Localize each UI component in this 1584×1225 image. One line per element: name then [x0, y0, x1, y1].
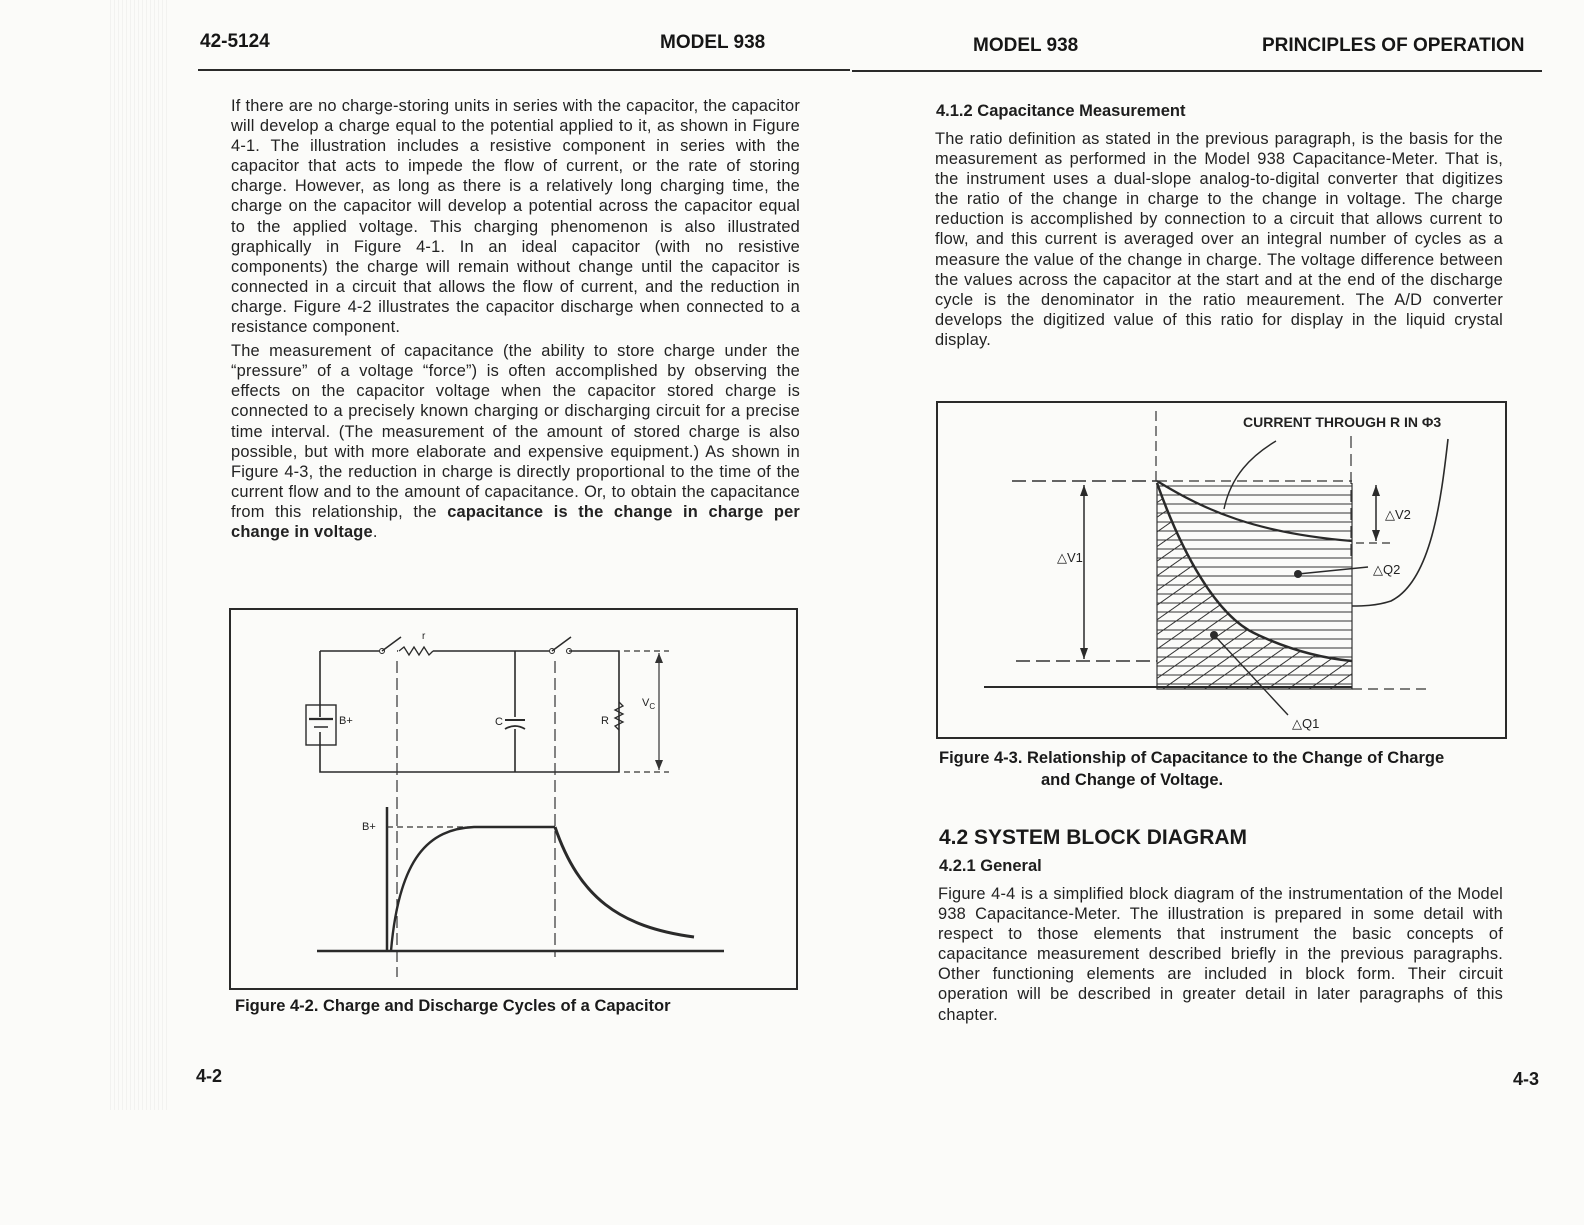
- fig42-label-r: r: [422, 631, 426, 642]
- figure-4-2-diagram: [229, 607, 799, 991]
- section-4-1-2-text: The ratio definition as stated in the previous paragraph, is the basis for the measurement as performed in the Model 938 Capacitance-Meter. That is, the instrument uses a dual-slope analog-to-digital converter that digitizes the ratio of the change in charge to the change in voltage. The charge reduction is accomplished by connection to a circuit that allows current to flow, and this current is averaged over an integral number of cycles as a measure the value of the change in charge. The voltage difference between the values across the capacitor at the start and at the end of the discharge cycle is the denominator in the ratio meaurement. The A/D converter develops the digitized value of this ratio for display in the liquid crystal display.: [935, 130, 1503, 349]
- right-header-section: PRINCIPLES OF OPERATION: [1262, 35, 1525, 56]
- left-paragraph-2-emphasis: capacitance is the change in charge per change in voltage: [231, 502, 800, 541]
- left-page-number: 4-2: [196, 1066, 223, 1086]
- fig43-label-dq2: △Q2: [1373, 562, 1401, 577]
- page-binding-texture: [110, 0, 170, 1110]
- left-header-rule: [198, 69, 850, 71]
- section-4-2-1-text: Figure 4-4 is a simplified block diagram of the instrumentation of the Model 938 Capacitance-Meter. The illustration is prepared in some detail with respect to those elements that instrument the basic concepts of capacitance measurement described briefly in the previous paragraphs. Other functioning elements are included in block form. Their circuit operation will be described in greater detail in later paragraphs of this chapter.: [938, 885, 1503, 1024]
- figure-4-3-caption-line1: Figure 4-3. Relationship of Capacitance to the Change of Charge: [939, 749, 1445, 767]
- left-header-doc-number: 42-5124: [200, 31, 270, 52]
- right-page-number: 4-3: [1513, 1069, 1540, 1089]
- fig42-label-vc: $V_C$: [642, 697, 656, 711]
- figure-4-3-caption-line2: and Change of Voltage.: [1041, 771, 1224, 789]
- left-paragraph-1: If there are no charge-storing units in series with the capacitor, the capacitor will develop a charge equal to the potential applied to it, as shown in Figure 4-1. The illustration includes a resistive component in series with the capacitor that acts to impede the flow of current, or the rate of storing charge. However, as long as there is a relatively long charging time, the charge on the capacitor will develop a potential across the capacitor equal to the applied voltage. This charging phenomenon is also illustrated graphically in Figure 4-1. In an ideal capacitor (with no resistive components) the charge will remain without change until the capacitor is connected in a circuit that allows the flow of current, and the reduction in charge. Figure 4-2 illustrates the capacitor discharge when connected to a resistance component.: [231, 97, 800, 337]
- figure-4-2: [229, 607, 799, 991]
- fig42-label-r-big: R: [601, 715, 609, 727]
- figure-4-3-diagram: [936, 401, 1508, 739]
- right-header-model: MODEL 938: [973, 35, 1079, 56]
- section-4-1-2-title: 4.1.2 Capacitance Measurement: [936, 102, 1186, 120]
- section-4-2-title: 4.2 SYSTEM BLOCK DIAGRAM: [939, 826, 1248, 849]
- fig43-label-dv2: △V2: [1385, 507, 1411, 522]
- left-body-text: [231, 96, 800, 546]
- figure-4-2-caption: Figure 4-2. Charge and Discharge Cycles of a Capacitor: [235, 997, 671, 1015]
- fig42-label-bplus-graph: B+: [362, 821, 376, 833]
- fig43-label-current: CURRENT THROUGH R IN Φ3: [1243, 414, 1442, 430]
- left-paragraph-2: The measurement of capacitance (the ability to store charge under the “pressure” of a voltage “force”) is often accomplished by observing the effects on the capacitor voltage when the capacitor stored charge is connected to a precisely known charging or discharging circuit for a precise time interval. (The measurement of the amount of stored charge is also possible, but with more elaborate and expensive equipment.) As shown in Figure 4-3, the reduction in charge is directly proportional to the time of the current flow and to the amount of capacitance. Or, to obtain the capacitance from this relationship, the capacitance is the change in charge per change in voltage.: [231, 342, 800, 541]
- left-header-model: MODEL 938: [660, 32, 766, 53]
- right-header-rule: [852, 70, 1542, 72]
- fig43-label-dq1: △Q1: [1292, 716, 1320, 731]
- section-4-2-1-title: 4.2.1 General: [939, 857, 1042, 875]
- figure-4-3-caption: [939, 747, 1444, 791]
- fig42-label-bplus: B+: [339, 715, 353, 727]
- fig42-label-c: C: [495, 716, 503, 728]
- figure-4-3: [936, 401, 1508, 739]
- fig43-label-dv1: △V1: [1057, 550, 1083, 565]
